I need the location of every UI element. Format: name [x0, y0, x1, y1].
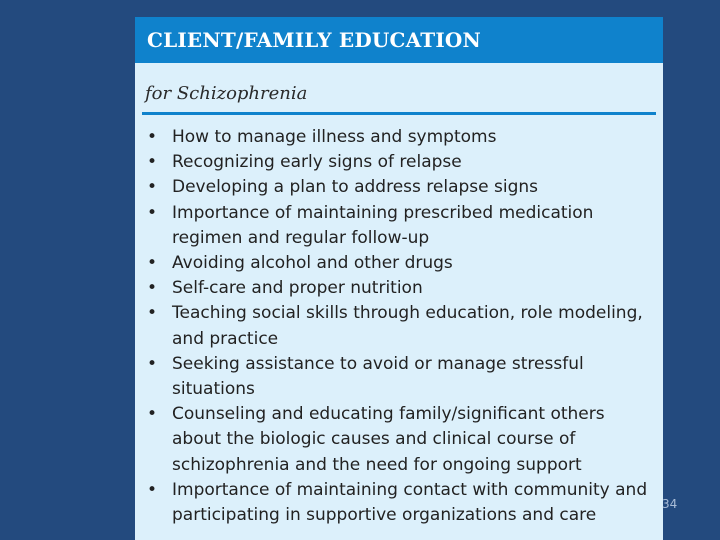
- list-item: [135, 251, 663, 276]
- list-item-text: Teaching social skills through education, role modeling, and practice: [172, 303, 643, 349]
- education-list: [135, 125, 663, 528]
- bullet-icon: •: [147, 479, 158, 500]
- bullet-icon: •: [147, 152, 158, 173]
- list-item: [135, 276, 663, 301]
- bullet-icon: •: [147, 353, 158, 374]
- list-item-text: Self-care and proper nutrition: [172, 278, 423, 299]
- bullet-icon: •: [147, 127, 158, 147]
- divider-rule: [142, 112, 656, 115]
- list-item: [135, 301, 663, 351]
- list-item-text: Developing a plan to address relapse signs: [172, 177, 538, 198]
- list-item: [135, 352, 663, 402]
- list-item-text: Counseling and educating family/significant others about the biologic causes and clinical course of schizophrenia and the need for ongoing support: [172, 404, 605, 475]
- education-panel: [135, 17, 663, 540]
- list-item: [135, 150, 663, 175]
- bullet-icon: •: [147, 303, 158, 324]
- list-item: [135, 402, 663, 478]
- bullet-icon: •: [147, 177, 158, 198]
- page-number: 34: [662, 497, 678, 511]
- panel-title: CLIENT/FAMILY EDUCATION: [147, 28, 482, 52]
- list-item-text: Recognizing early signs of relapse: [172, 152, 462, 173]
- list-item-text: Avoiding alcohol and other drugs: [172, 253, 453, 274]
- list-item: [135, 125, 663, 150]
- list-item-text: Seeking assistance to avoid or manage stressful situations: [172, 353, 584, 400]
- list-item-text: How to manage illness and symptoms: [172, 127, 497, 147]
- list-item: [135, 175, 663, 200]
- list-item-text: Importance of maintaining contact with community and participating in supportive organizations and care: [172, 479, 648, 526]
- panel-header: [135, 17, 663, 63]
- list-item: [135, 201, 663, 251]
- bullet-icon: •: [147, 404, 158, 425]
- panel-subtitle: for Schizophrenia: [145, 83, 308, 104]
- bullet-icon: •: [147, 202, 158, 223]
- list-item: [135, 478, 663, 528]
- list-item-text: Importance of maintaining prescribed medication regimen and regular follow-up: [172, 202, 594, 248]
- bullet-icon: •: [147, 253, 158, 274]
- bullet-icon: •: [147, 278, 158, 299]
